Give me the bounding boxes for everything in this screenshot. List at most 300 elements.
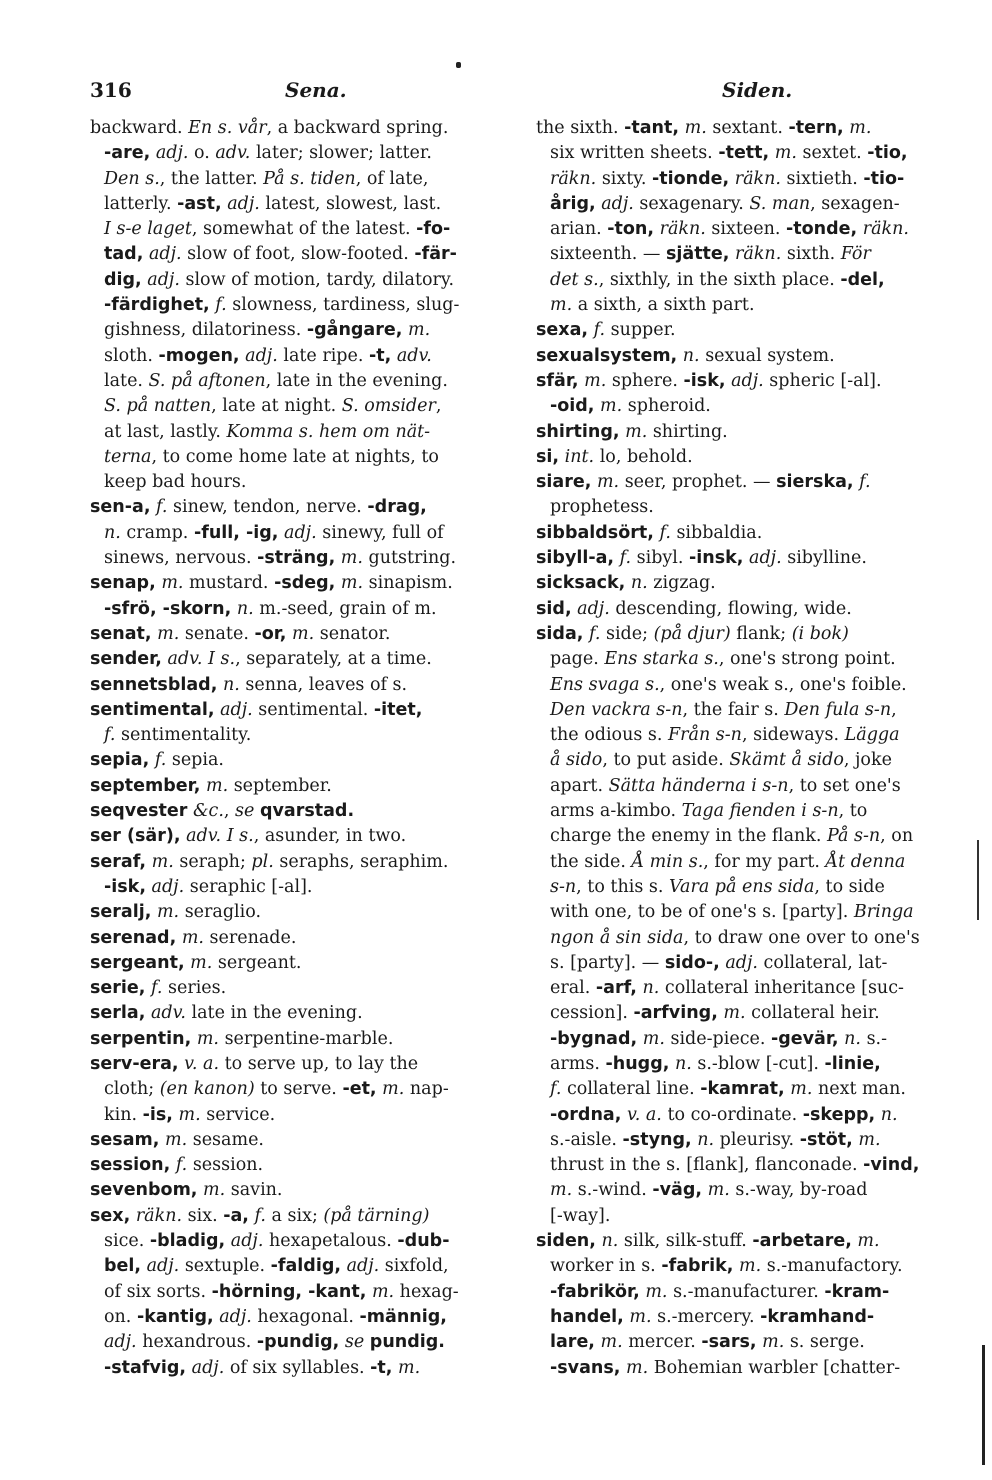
definition-text: , to this s.	[576, 876, 669, 897]
definition-text: savin.	[225, 1180, 283, 1201]
definition-text: , to draw one over to one's	[683, 927, 920, 948]
italic-text: s-n	[550, 876, 577, 897]
dictionary-line	[536, 597, 976, 622]
subentry: -styng,	[622, 1129, 692, 1150]
definition-text: series.	[162, 978, 227, 999]
italic-text: Den s.	[104, 168, 160, 189]
dictionary-line	[90, 748, 522, 773]
italic-text: m.	[181, 927, 204, 948]
definition-text: late ripe.	[277, 345, 369, 366]
definition-text: sibbaldia.	[670, 522, 763, 543]
subentry: -stöt,	[799, 1129, 853, 1150]
dictionary-line	[536, 1128, 976, 1153]
italic-text: f.	[154, 750, 167, 771]
italic-text: räkn.	[734, 168, 781, 189]
dictionary-line	[536, 420, 976, 445]
dictionary-line	[536, 1077, 976, 1102]
italic-text: m.	[707, 1180, 730, 1201]
headword: sid,	[536, 598, 572, 619]
italic-text: Åt denna	[825, 851, 906, 872]
italic-text: Ens starka s.	[604, 649, 719, 670]
definition-text: lo, behold.	[594, 446, 693, 467]
subentry: -dub-	[397, 1231, 450, 1252]
italic-text: adj.	[227, 193, 260, 214]
italic-text: adj.	[284, 522, 317, 543]
italic-text: n.	[630, 573, 648, 594]
subentry: -faldig,	[270, 1256, 341, 1277]
italic-text: f.	[156, 497, 168, 518]
definition-text: hexagonal.	[251, 1306, 360, 1327]
headword: senap,	[90, 573, 156, 594]
dictionary-line	[536, 673, 976, 698]
italic-text: n.	[674, 1053, 692, 1074]
definition-text: mercer.	[622, 1332, 702, 1353]
definition-text: sextuple.	[179, 1256, 271, 1277]
italic-text: f.	[151, 978, 163, 999]
definition-text: late.	[104, 370, 149, 391]
subentry: -svans,	[550, 1357, 621, 1378]
italic-text: f.	[859, 472, 871, 493]
definition-text: seraph;	[173, 851, 252, 872]
headword: sida,	[536, 623, 584, 644]
definition-text: collateral line.	[561, 1079, 701, 1100]
italic-text: f.	[659, 522, 671, 543]
subentry: sierska,	[776, 472, 854, 493]
definition-text: on.	[104, 1306, 137, 1327]
italic-text: S. på natten	[104, 396, 212, 417]
italic-text: Den vackra s-n	[550, 699, 683, 720]
italic-text: m.	[626, 1357, 649, 1378]
definition-text: flank;	[730, 623, 792, 644]
subentry: -pundig,	[256, 1332, 340, 1353]
dictionary-line	[536, 900, 976, 925]
definition-text: latterly.	[104, 193, 178, 214]
definition-text: s. [party]. —	[550, 952, 665, 973]
headword: serie,	[90, 978, 146, 999]
dictionary-line	[536, 268, 976, 293]
italic-text: m.	[857, 1231, 880, 1252]
dictionary-line	[90, 1128, 522, 1153]
subentry: -tant,	[624, 118, 680, 138]
italic-text: f.	[175, 1155, 188, 1176]
definition-text: pleurisy.	[714, 1129, 800, 1150]
definition-text: s.-	[861, 1028, 888, 1049]
dictionary-line	[90, 192, 522, 217]
definition-text: ,	[435, 396, 442, 417]
dictionary-line	[90, 1356, 522, 1381]
dictionary-line	[536, 1052, 976, 1077]
definition-text: sexagenary.	[633, 193, 750, 214]
definition-text: sinew, tendon, nerve.	[167, 497, 368, 518]
italic-text: adj.	[219, 1306, 252, 1327]
definition-text: collateral heir.	[745, 1003, 880, 1024]
right-column	[536, 116, 976, 1381]
definition-text: s.-manufactory.	[761, 1256, 903, 1277]
dictionary-line	[536, 318, 976, 343]
italic-text: m.	[739, 1256, 762, 1277]
dictionary-line	[536, 976, 976, 1001]
headword: seraf,	[90, 851, 147, 872]
headword: si,	[536, 446, 560, 467]
definition-text: the side.	[550, 851, 632, 872]
italic-text: m.	[596, 472, 620, 493]
definition-text: , to side	[814, 876, 885, 897]
definition-text: cramp.	[120, 522, 194, 543]
definition-text: sinapism.	[363, 573, 453, 594]
subentry: -bygnad,	[550, 1028, 638, 1049]
definition-text: of six sorts.	[104, 1281, 212, 1302]
dictionary-line	[90, 445, 522, 470]
subentry: -or,	[254, 623, 287, 644]
dictionary-line	[90, 799, 522, 824]
definition-text: september.	[228, 775, 332, 796]
italic-text: adj.	[577, 598, 610, 619]
subentry: -fabrikör,	[550, 1281, 640, 1302]
definition-text: , the latter.	[159, 168, 264, 189]
definition-text: seraphic [-al].	[184, 876, 313, 897]
subentry: qvarstad.	[259, 801, 355, 822]
dictionary-line	[90, 167, 522, 192]
dictionary-line	[90, 141, 522, 166]
headword: siden,	[536, 1231, 596, 1252]
subentry: -tionde,	[651, 168, 730, 189]
definition-text: thrust in the s. [flank], flanconade.	[550, 1155, 864, 1176]
definition-text: supper.	[605, 320, 676, 341]
italic-text: n.	[697, 1129, 715, 1150]
headword: sevenbom,	[90, 1180, 198, 1201]
definition-text: sixth.	[781, 244, 841, 265]
italic-text: Bringa	[853, 902, 914, 923]
dictionary-line	[90, 318, 522, 343]
left-column	[90, 116, 522, 1381]
dictionary-line	[90, 1077, 522, 1102]
dictionary-line	[90, 116, 522, 141]
definition-text: side-piece.	[664, 1028, 771, 1049]
subentry: -full, -ig,	[193, 522, 279, 543]
italic-text: m.	[190, 952, 213, 973]
definition-text: to serve.	[254, 1079, 343, 1100]
italic-text: Ens svaga s.	[550, 674, 660, 695]
dictionary-line	[90, 470, 522, 495]
definition-text: s.-wind.	[572, 1180, 653, 1201]
subentry: -sars,	[701, 1332, 757, 1353]
dictionary-line	[90, 1027, 522, 1052]
headword: sender,	[90, 649, 162, 670]
italic-text: m.	[600, 396, 623, 417]
definition-text: with one, to be of one's s. [party].	[550, 902, 854, 923]
subentry: -isk,	[104, 876, 146, 897]
subentry: -are,	[104, 143, 151, 164]
definition-text: ,	[223, 801, 236, 822]
italic-text: adj.	[245, 345, 278, 366]
italic-text: Taga fienden i s-n	[681, 801, 839, 822]
definition-text: hexag-	[394, 1281, 459, 1302]
italic-text: n.	[104, 522, 121, 543]
italic-text: å sido	[550, 750, 603, 771]
definition-text: , joke	[843, 750, 892, 771]
definition-text: s.-aisle.	[550, 1129, 623, 1150]
headword: sibyll-a,	[536, 548, 615, 569]
italic-text: S. man	[749, 193, 811, 214]
italic-text: (på tärning)	[323, 1205, 430, 1226]
dictionary-line	[536, 116, 976, 141]
italic-text: f.	[104, 725, 116, 746]
italic-text: Vara på ens sida	[668, 876, 815, 897]
italic-text: &c.	[192, 801, 224, 822]
headword: senat,	[90, 623, 152, 644]
headword: sepia,	[90, 750, 150, 771]
definition-text: s.-mercery.	[651, 1306, 761, 1327]
dictionary-line	[536, 167, 976, 192]
definition-text: gishness, dilatoriness.	[104, 320, 307, 341]
definition-text: collateral, lat-	[757, 952, 888, 973]
italic-text: n.	[642, 978, 660, 999]
definition-text: s. serge.	[784, 1332, 865, 1353]
italic-text: räkn.	[135, 1205, 183, 1226]
definition-text: senate.	[179, 623, 255, 644]
definition-text: , a backward spring.	[266, 118, 449, 138]
definition-text: sixfold,	[379, 1256, 449, 1277]
italic-text: n.	[236, 598, 254, 619]
italic-text: m.	[684, 118, 707, 138]
dictionary-line	[536, 293, 976, 318]
headword: sfär,	[536, 370, 579, 391]
definition-text: service.	[200, 1104, 276, 1125]
dictionary-line	[536, 521, 976, 546]
definition-text: slow of foot, slow-footed.	[181, 244, 415, 265]
definition-text: , to set one's	[788, 775, 901, 796]
definition-text: sextant.	[706, 118, 789, 138]
italic-text: Sätta händerna i s-n	[608, 775, 789, 796]
italic-text: se	[235, 801, 255, 822]
subentry: -färdighet,	[104, 295, 210, 316]
definition-text: cloth;	[104, 1079, 160, 1100]
dictionary-line	[90, 571, 522, 596]
definition-text: zigzag.	[647, 573, 716, 594]
italic-text: (på djur)	[653, 623, 731, 644]
subentry: lare,	[550, 1332, 595, 1353]
italic-text: m.	[157, 623, 180, 644]
dictionary-line	[90, 1280, 522, 1305]
definition-text: sice.	[104, 1231, 150, 1252]
dictionary-line	[90, 622, 522, 647]
definition-text: later; slower; latter.	[250, 143, 432, 164]
dictionary-line	[90, 1305, 522, 1330]
definition-text: spheric [-al].	[763, 370, 882, 391]
dictionary-line	[90, 647, 522, 672]
definition-text: sloth.	[104, 345, 159, 366]
headword: sex,	[90, 1205, 131, 1226]
definition-text: seer, prophet. —	[619, 472, 777, 493]
definition-text: serpentine-marble.	[219, 1028, 394, 1049]
definition-text: , of late,	[355, 168, 429, 189]
italic-text: adv.	[167, 649, 203, 670]
dictionary-line	[90, 723, 522, 748]
definition-text: the odious s.	[550, 725, 669, 746]
italic-text: Lägga	[844, 725, 900, 746]
definition-text: , late at night.	[211, 396, 342, 417]
italic-text: m.	[550, 295, 573, 316]
subentry: -mogen,	[158, 345, 240, 366]
subentry: -vind,	[863, 1155, 920, 1176]
dictionary-line	[536, 723, 976, 748]
dictionary-line	[536, 1153, 976, 1178]
dictionary-line	[536, 824, 976, 849]
definition-text: slow of motion, tardy, dilatory.	[179, 269, 455, 290]
dictionary-line	[90, 1178, 522, 1203]
italic-text: m.	[762, 1332, 785, 1353]
italic-text: f.	[215, 295, 227, 316]
subentry: -oid,	[550, 396, 595, 417]
subentry: -tonde,	[785, 219, 858, 240]
definition-text: keep bad hours.	[104, 472, 247, 493]
italic-text: m.	[645, 1281, 668, 1302]
definition-text: , sideways.	[741, 725, 845, 746]
definition-text: , somewhat of the latest.	[191, 219, 417, 240]
italic-text: adj.	[725, 952, 758, 973]
italic-text: Komma s. hem om nät-	[226, 421, 431, 442]
italic-text: S. omsider	[341, 396, 436, 417]
italic-text: adj.	[146, 1256, 180, 1277]
italic-text: v. a.	[184, 1053, 220, 1074]
dictionary-line	[536, 1204, 976, 1229]
definition-text: slowness, tardiness, slug-	[226, 295, 460, 316]
subentry: -itet,	[373, 699, 423, 720]
definition-text: , asunder, in two.	[253, 826, 407, 847]
dictionary-line	[90, 495, 522, 520]
italic-text: m.	[382, 1079, 405, 1100]
dictionary-line	[536, 926, 976, 951]
italic-text: För	[840, 244, 871, 265]
definition-text: sixteen.	[705, 219, 786, 240]
italic-text: adv.	[186, 826, 222, 847]
dictionary-line	[536, 1356, 976, 1381]
subentry: -arbetare,	[752, 1231, 852, 1252]
subentry: handel,	[550, 1306, 624, 1327]
definition-text: arian.	[550, 219, 608, 240]
definition-text: spheroid.	[622, 396, 711, 417]
subentry: -gevär,	[770, 1028, 839, 1049]
definition-text: , the fair s.	[682, 699, 785, 720]
italic-text: m.	[151, 851, 174, 872]
italic-text: adj.	[147, 269, 180, 290]
italic-text: f.	[254, 1205, 266, 1226]
definition-text: descending, flowing, wide.	[609, 598, 852, 619]
headword: sen-a,	[90, 497, 151, 518]
subentry: -kramhand-	[760, 1306, 875, 1327]
dictionary-line	[536, 1305, 976, 1330]
definition-text: [-way].	[550, 1205, 611, 1226]
dictionary-line	[536, 495, 976, 520]
definition-text: sesame.	[187, 1129, 264, 1150]
definition-text: , one's strong point.	[718, 649, 896, 670]
subentry: -arfving,	[633, 1003, 718, 1024]
italic-text: f.	[550, 1079, 562, 1100]
definition-text: senna, leaves of s.	[239, 674, 408, 695]
italic-text: adj.	[601, 193, 634, 214]
dictionary-line	[536, 875, 976, 900]
italic-text: m.	[203, 1180, 226, 1201]
definition-text: backward.	[90, 118, 189, 138]
definition-text: prophetess.	[550, 497, 654, 518]
headword: ser (sär),	[90, 826, 181, 847]
definition-text: seraglio.	[179, 902, 262, 923]
dictionary-line	[90, 369, 522, 394]
subentry: -et,	[342, 1079, 377, 1100]
italic-text: m.	[584, 370, 607, 391]
italic-text: m.	[858, 1129, 881, 1150]
italic-text: m.	[629, 1306, 652, 1327]
definition-text: side;	[600, 623, 654, 644]
definition-text: o.	[188, 143, 216, 164]
italic-text: På s. tiden	[263, 168, 356, 189]
running-head-right: Siden.	[722, 78, 793, 102]
headword: serenad,	[90, 927, 177, 948]
subentry: -hörning, -kant,	[211, 1281, 367, 1302]
italic-text: På s-n	[827, 826, 881, 847]
definition-text: session.	[187, 1155, 264, 1176]
definition-text: sixty.	[596, 168, 652, 189]
definition-text: of six syllables.	[224, 1357, 371, 1378]
italic-text: adj.	[104, 1332, 137, 1353]
definition-text: , separately, at a time.	[235, 649, 432, 670]
italic-text: f.	[588, 623, 601, 644]
subentry: -sdeg,	[274, 573, 336, 594]
subentry: -isk,	[683, 370, 726, 391]
dictionary-line	[90, 875, 522, 900]
italic-text: m.	[723, 1003, 746, 1024]
dictionary-line	[536, 394, 976, 419]
italic-text: m.	[790, 1079, 813, 1100]
italic-text: I s-e laget	[104, 219, 192, 240]
margin-mark	[977, 840, 979, 920]
headword: sesam,	[90, 1129, 160, 1150]
italic-text: S. på aftonen	[148, 370, 266, 391]
dictionary-line	[90, 926, 522, 951]
subentry: -tio-	[863, 168, 905, 189]
definition-text: hexapetalous.	[263, 1231, 398, 1252]
dictionary-line	[90, 597, 522, 622]
definition-text: latest, slowest, last.	[259, 193, 442, 214]
definition-text: m.-seed, grain of m.	[253, 598, 437, 619]
definition-text: , for my part.	[703, 851, 826, 872]
subentry: -kantig,	[136, 1306, 214, 1327]
italic-text: adv.	[215, 143, 251, 164]
italic-text: räkn.	[659, 219, 706, 240]
italic-text: (en kanon)	[159, 1079, 255, 1100]
definition-text: sixtieth.	[780, 168, 864, 189]
italic-text: f.	[619, 548, 632, 569]
dictionary-line	[90, 268, 522, 293]
page-header	[0, 78, 992, 108]
subentry: bel,	[104, 1256, 142, 1277]
italic-text: se	[344, 1332, 365, 1353]
italic-text: m.	[625, 421, 648, 442]
italic-text: n.	[601, 1231, 619, 1252]
italic-text: räkn.	[862, 219, 909, 240]
dictionary-line	[536, 470, 976, 495]
definition-text: eral.	[550, 978, 596, 999]
subentry: -insk,	[689, 548, 744, 569]
definition-text: worker in s.	[550, 1256, 662, 1277]
definition-text: ,	[891, 699, 897, 720]
definition-text: arms a-kimbo.	[550, 801, 682, 822]
dictionary-line	[90, 951, 522, 976]
dictionary-line	[90, 976, 522, 1001]
running-head-left: Sena.	[285, 78, 347, 102]
italic-text: adj.	[749, 548, 782, 569]
dictionary-line	[90, 1330, 522, 1355]
